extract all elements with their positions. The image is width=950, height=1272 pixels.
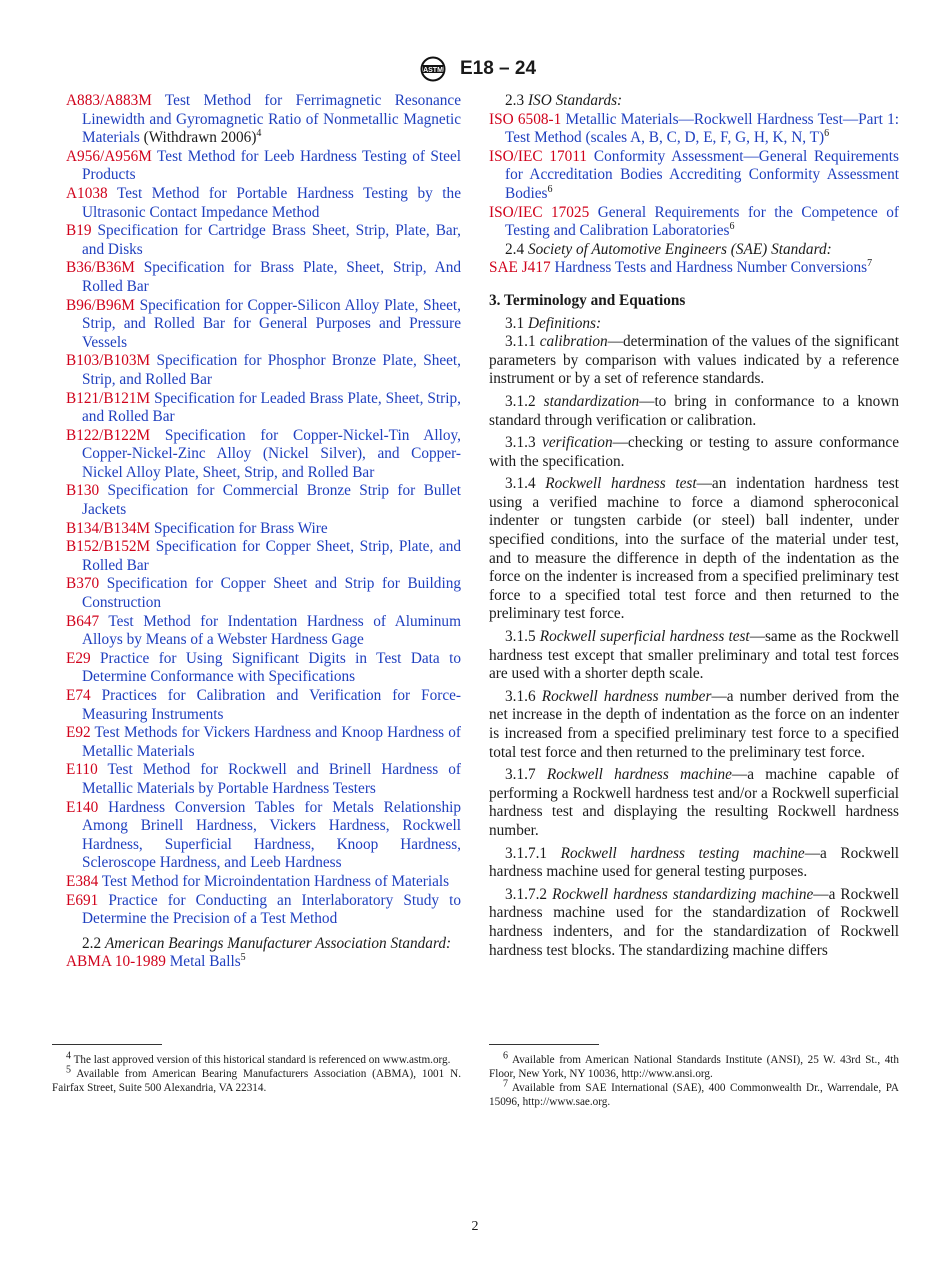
section-label: ISO Standards: [527,92,623,109]
footnote-divider [489,1044,599,1045]
definition-number: 3.1.5 [505,628,536,646]
definition-paragraph [489,333,899,389]
definition-number: 3.1.7.2 [505,885,548,903]
reference-item [66,613,461,650]
footnote-marker: 5 [66,1064,71,1076]
definition-number: 3.1.6 [505,687,536,705]
reference-item [489,204,899,241]
footnote-text: Available from American Bearing Manufacturers Association (ABMA), 1001 N. Fairfax Street, Suite 500 Alexandria, VA 22314. [52,1068,461,1094]
reference-item [489,148,899,204]
reference-code[interactable]: ISO/IEC 17011 [489,147,588,165]
right-column [489,92,899,964]
footnote-divider [52,1044,162,1045]
page-number: 2 [471,1219,479,1234]
reference-title[interactable]: Conformity Assessment—General Requirements for Accreditation Bodies Accrediting Conformity Assessment Bodies [505,147,899,202]
footnote-marker: 7 [867,258,873,270]
footnote [52,1064,461,1095]
reference-code[interactable]: B19 [66,222,92,240]
reference-code[interactable]: ISO 6508-1 [489,110,562,128]
reference-title[interactable]: Specification for Commercial Bronze Strip for Bullet Jackets [82,482,462,519]
definition-text: —an indentation hardness test using a verified machine to force a diamond spheroconical indenter or tungsten carbide (or steel) ball indenter, under specified conditions, into the surface of the material under test, and to measure the difference in depth of the indentation as the force on the indenter is increased from a specified preliminary test force to a specified total test force and then returned to the preliminary test force. [489,475,899,623]
reference-title[interactable]: Test Method for Leeb Hardness Testing of Steel Products [82,147,461,184]
reference-item [66,185,461,222]
reference-title[interactable]: General Requirements for the Competence of Testing and Calibration Laboratories [505,203,900,240]
footnote [489,1050,899,1081]
reference-item [66,148,461,185]
footnote-text: Available from SAE International (SAE), 400 Commonwealth Dr., Warrendale, PA 15096, http://www.sae.org. [489,1082,899,1108]
reference-item [66,799,461,873]
reference-item [66,427,461,483]
reference-title[interactable]: Specification for Phosphor Bronze Plate, Sheet, Strip, and Rolled Bar [82,352,461,388]
footnote-marker: 5 [240,952,246,964]
section-2-2 [66,935,461,954]
footnote [52,1050,461,1067]
reference-code[interactable]: E92 [66,724,91,742]
reference-item [66,520,461,539]
reference-code[interactable]: SAE J417 [489,259,551,277]
reference-title[interactable]: Test Method for Portable Hardness Testing by the Ultrasonic Contact Impedance Method [82,184,461,221]
reference-item [66,892,461,929]
reference-title[interactable]: Specification for Copper-Silicon Alloy Plate, Sheet, Strip, and Rolled Bar for General Purposes and Pressure Vessels [82,296,461,351]
reference-code[interactable]: ISO/IEC 17025 [489,203,590,221]
reference-item [66,687,461,724]
definition-text: —a machine capable of performing a Rockwell hardness test and/or a Rockwell superficial hardness test and displaying the resulting Rockwell hardness number. [489,766,899,839]
definition-number: 3.1.2 [505,392,536,410]
footnote-list-left [52,1050,461,1095]
reference-abma [66,953,461,972]
reference-title[interactable]: Specification for Copper Sheet, Strip, Plate, and Rolled Bar [82,538,462,574]
reference-title[interactable]: Specification for Cartridge Brass Sheet, Strip, Plate, Bar, and Disks [82,222,461,258]
reference-item [489,111,899,148]
definition-term: Rockwell hardness number [541,687,712,705]
definition-term: Rockwell hardness standardizing machine [552,885,814,903]
footnote-marker: 7 [503,1078,508,1090]
definition-text: —determination of the values of the significant parameters by comparison with values indicated by a reference instrument or by a set of reference standards. [489,333,899,388]
left-column [66,92,461,972]
definition-number: 3.1.7.1 [505,844,548,862]
reference-code[interactable]: B152/B152M [66,538,151,556]
definition-term: Rockwell superficial hardness test [539,628,750,646]
section-label: Society of Automotive Engineers (SAE) Standard: [527,240,832,258]
reference-item [66,650,461,687]
reference-code[interactable]: E74 [66,687,91,704]
reference-title[interactable]: Test Methods for Vickers Hardness and Knoop Hardness of Metallic Materials [82,724,461,760]
footnote [489,1078,899,1109]
section-number: 3.1 [505,314,525,332]
reference-code[interactable]: B134/B134M [66,519,151,537]
page-header [0,56,950,82]
reference-item [66,222,461,259]
reference-title[interactable]: Hardness Conversion Tables for Metals Relationship Among Brinell Hardness, Vickers Hardness, Rockwell Hardness, Superficial Hardness, Knoop Hardness, Scleroscope Hardness, and Leeb Hardness [82,798,461,872]
reference-code[interactable]: E384 [66,872,99,890]
reference-item [66,538,461,575]
footnote-marker: 6 [729,221,735,233]
reference-item [66,724,461,761]
reference-title[interactable]: Hardness Tests and Hardness Number Conversions [554,259,868,277]
definition-text: —a Rockwell hardness machine used for general testing purposes. [489,844,899,881]
left-reference-list [66,92,461,929]
reference-code[interactable]: ABMA 10-1989 [66,953,166,971]
definition-term: Rockwell hardness testing machine [560,844,805,862]
section-3-heading: 3. Terminology and Equations [489,291,686,309]
reference-title[interactable]: Specification for Copper-Nickel-Tin Alloy, Copper-Nickel-Zinc Alloy (Nickel Silver), and Copper-Nickel Alloy Plate, Sheet, Strip, and Rolled Bar [82,426,461,481]
section-label: Definitions: [527,314,602,332]
section-3-1 [489,315,899,334]
section-number: 2.3 [505,92,525,109]
footnotes-left [52,1044,461,1095]
definition-paragraph [489,845,899,882]
reference-code[interactable]: B647 [66,612,100,630]
reference-item [66,297,461,353]
definition-text: —a number derived from the net increase in the depth of indentation as the force on an indenter is increased from a specified preliminary test force to a specified total test force and then returned to the preliminary test force. [489,687,900,761]
reference-title[interactable]: Specification for Brass Wire [153,519,328,537]
reference-code[interactable]: B96/B96M [66,296,135,314]
reference-title[interactable]: Test Method for Microindentation Hardness of Materials [101,872,450,890]
reference-code[interactable]: A883/A883M [66,92,152,109]
reference-code[interactable]: E29 [66,649,91,667]
reference-code[interactable]: E140 [66,798,99,816]
definition-paragraph [489,628,899,684]
definition-number: 3.1.7 [505,766,536,784]
reference-title[interactable]: Metal Balls [169,953,241,971]
iso-reference-list [489,111,899,241]
reference-code[interactable]: B36/B36M [66,259,135,277]
reference-item [66,259,461,296]
definition-term: verification [542,434,613,452]
footnote-marker: 6 [547,183,553,195]
section-number: 2.2 [82,934,102,952]
definition-number: 3.1.3 [505,434,536,452]
reference-code[interactable]: B121/B121M [66,389,151,407]
footnote-marker: 4 [66,1050,71,1062]
definition-term: calibration [539,333,608,351]
reference-item [66,352,461,389]
definition-paragraph [489,688,899,762]
reference-code[interactable]: A956/A956M [66,147,152,165]
section-label: American Bearings Manufacturer Association Standard: [104,934,452,952]
reference-title[interactable]: Practice for Using Significant Digits in Test Data to Determine Conformance with Specifications [82,649,461,686]
definition-number: 3.1.1 [505,333,536,351]
definitions-list [489,333,899,960]
reference-item [66,482,461,519]
definition-paragraph [489,434,899,471]
reference-code[interactable]: B122/B122M [66,426,151,444]
reference-code[interactable]: E691 [66,891,99,909]
designation: E18 – 24 [459,58,537,79]
reference-title[interactable]: Specification for Brass Plate, Sheet, Strip, And Rolled Bar [82,259,461,295]
reference-title[interactable]: Test Method for Indentation Hardness of Aluminum Alloys by Means of a Webster Hardness Gage [82,612,461,649]
footnote-list-right [489,1050,899,1109]
definition-term: Rockwell hardness machine [546,766,732,784]
svg-text:ASTM: ASTM [423,66,443,74]
reference-sae [489,259,899,278]
reference-title[interactable]: Specification for Leaded Brass Plate, Sheet, Strip, and Rolled Bar [82,389,461,426]
reference-title[interactable]: Practice for Conducting an Interlaboratory Study to Determine the Precision of a Test Method [82,891,462,928]
definition-term: Rockwell hardness test [545,475,697,493]
reference-item [66,873,461,892]
definition-text: —checking or testing to assure conformance with the specification. [489,434,899,470]
definition-text: —to bring in conformance to a known standard through verification or calibration. [489,392,900,429]
reference-title[interactable]: Metallic Materials—Rockwell Hardness Test—Part 1: Test Method (scales A, B, C, D, E, F, G, H, K, N, T) [505,110,899,147]
reference-code[interactable]: B370 [66,575,100,593]
footnote-text: Available from American National Standards Institute (ANSI), 25 W. 43rd St., 4th Floor, New York, NY 10036, http://www.ansi.org. [489,1054,899,1080]
definition-term: standardization [543,392,640,410]
reference-code[interactable]: E110 [66,761,98,779]
section-number: 2.4 [505,240,525,258]
reference-code[interactable]: A1038 [66,184,108,202]
definition-paragraph [489,766,899,840]
definition-text: —same as the Rockwell hardness test except that smaller preliminary and total test forces are used with a shorter depth scale. [489,628,899,683]
reference-item [66,92,461,148]
reference-title[interactable]: Specification for Copper Sheet and Strip for Building Construction [82,575,462,612]
reference-title[interactable]: Test Method for Ferrimagnetic Resonance Linewidth and Gyromagnetic Ratio of Nonmetallic Magnetic Materials [82,92,461,147]
definition-text: —a Rockwell hardness machine used for the standardization of Rockwell hardness indenters, and for the standardization of Rockwell hardness test blocks. The standardizing machine differs [489,885,899,959]
reference-item [66,761,461,798]
reference-note: (Withdrawn 2006) [139,129,257,147]
definition-number: 3.1.4 [505,475,536,493]
reference-title[interactable]: Practices for Calibration and Verification for Force-Measuring Instruments [82,687,462,723]
reference-item [66,390,461,427]
footnotes-right [489,1044,899,1109]
footnote-marker: 6 [503,1050,508,1062]
reference-code[interactable]: B103/B103M [66,352,151,370]
footnote-marker: 6 [824,128,830,140]
reference-title[interactable]: Test Method for Rockwell and Brinell Hardness of Metallic Materials by Portable Hardness Testers [82,761,461,797]
reference-code[interactable]: B130 [66,482,100,500]
section-2-4 [489,241,899,260]
definition-paragraph [489,886,899,960]
footnote-text: The last approved version of this historical standard is referenced on www.astm.org. [71,1054,451,1066]
section-2-3 [489,92,899,111]
definition-paragraph [489,475,899,624]
footnote-marker: 4 [256,128,262,140]
definition-paragraph [489,393,899,430]
astm-logo-icon [414,56,452,82]
reference-item [66,575,461,612]
